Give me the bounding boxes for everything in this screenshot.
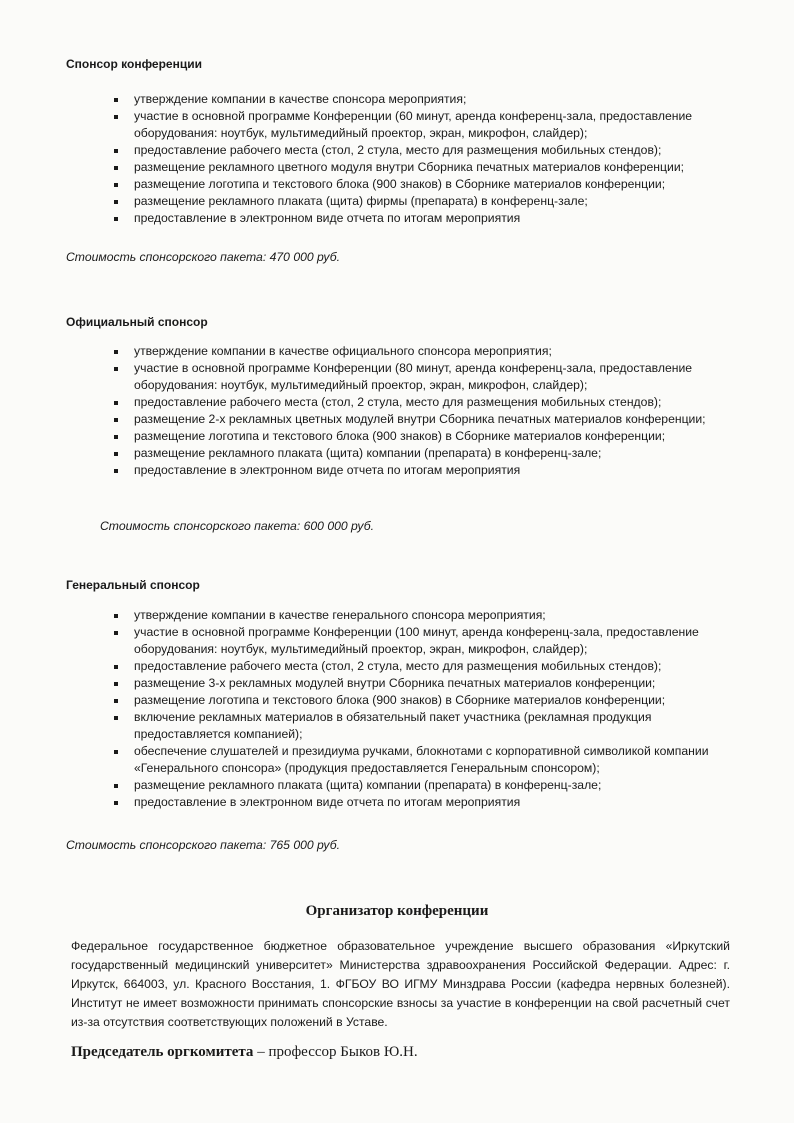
list-item: размещение логотипа и текстового блока (900 знаков) в Сборнике материалов конференции; xyxy=(114,428,744,445)
list-item: предоставление в электронном виде отчета по итогам мероприятия xyxy=(114,794,734,811)
list-item: утверждение компании в качестве спонсора мероприятия; xyxy=(114,91,754,108)
section-title-official-sponsor: Официальный спонсор xyxy=(66,315,208,329)
chair-name: профессор Быков Ю.Н. xyxy=(268,1044,418,1060)
list-item: размещение рекламного цветного модуля внутри Сборника печатных материалов конференции; xyxy=(114,159,754,176)
list-item: предоставление в электронном виде отчета по итогам мероприятия xyxy=(114,210,754,227)
chair-label: Председатель оргкомитета xyxy=(71,1044,254,1060)
list-item: предоставление рабочего места (стол, 2 стула, место для размещения мобильных стендов); xyxy=(114,658,734,675)
list-item: размещение рекламного плаката (щита) компании (препарата) в конференц-зале; xyxy=(114,445,744,462)
list-item: включение рекламных материалов в обязательный пакет участника (рекламная продукция предоставляется компанией); xyxy=(114,709,734,743)
list-item: обеспечение слушателей и президиума ручками, блокнотами с корпоративной символикой компании «Генерального спонсора» (продукция предоставляется Генеральным спонсором); xyxy=(114,743,734,777)
list-item: участие в основной программе Конференции (100 минут, аренда конференц-зала, предоставление оборудования: ноутбук, мультимедийный проектор, экран, микрофон, слайдер); xyxy=(114,624,734,658)
organizer-text: Федеральное государственное бюджетное образовательное учреждение высшего образования «Иркутский государственный медицинский университет» Министерства здравоохранения Российской Федерации. Адрес: г. Иркутск, 664003, ул. Красного Восстания, 1. ФГБОУ ВО ИГМУ Минздрава России (кафедра нервных болезней). Институт не имеет возможности принимать спонсорские взносы за участие в конференции на свой расчетный счет из-за отсутствия соответствующих положений в Уставе. xyxy=(71,939,730,1029)
list-item: участие в основной программе Конференции (80 минут, аренда конференц-зала, предоставление оборудования: ноутбук, мультимедийный проектор, экран, микрофон, слайдер); xyxy=(114,360,744,394)
general-sponsor-price: Стоимость спонсорского пакета: 765 000 руб. xyxy=(66,838,341,852)
chair-separator: – xyxy=(253,1044,269,1060)
list-item: размещение 2-х рекламных цветных модулей внутри Сборника печатных материалов конференции; xyxy=(114,411,744,428)
list-item: размещение рекламного плаката (щита) компании (препарата) в конференц-зале; xyxy=(114,777,734,794)
list-item: предоставление рабочего места (стол, 2 стула, место для размещения мобильных стендов); xyxy=(114,142,754,159)
section-title-general-sponsor: Генеральный спонсор xyxy=(66,578,200,592)
list-item: размещение рекламного плаката (щита) фирмы (препарата) в конференц-зале; xyxy=(114,193,754,210)
list-item: утверждение компании в качестве официального спонсора мероприятия; xyxy=(114,343,744,360)
list-item: размещение 3-х рекламных модулей внутри Сборника печатных материалов конференции; xyxy=(114,675,734,692)
general-sponsor-benefits-list xyxy=(114,607,734,811)
sponsor-benefits-list xyxy=(114,91,754,227)
list-item: участие в основной программе Конференции (60 минут, аренда конференц-зала, предоставление оборудования: ноутбук, мультимедийный проектор, экран, микрофон, слайдер); xyxy=(114,108,754,142)
list-item: предоставление в электронном виде отчета по итогам мероприятия xyxy=(114,462,744,479)
list-item: размещение логотипа и текстового блока (900 знаков) в Сборнике материалов конференции; xyxy=(114,692,734,709)
official-sponsor-benefits-list xyxy=(114,343,744,479)
list-item: предоставление рабочего места (стол, 2 стула, место для размещения мобильных стендов); xyxy=(114,394,744,411)
committee-chair xyxy=(71,1044,418,1061)
official-sponsor-price: Стоимость спонсорского пакета: 600 000 руб. xyxy=(100,519,375,533)
section-title-sponsor: Спонсор конференции xyxy=(66,57,202,71)
list-item: размещение логотипа и текстового блока (900 знаков) в Сборнике материалов конференции; xyxy=(114,176,754,193)
organizer-title: Организатор конференции xyxy=(305,903,489,919)
list-item: утверждение компании в качестве генерального спонсора мероприятия; xyxy=(114,607,734,624)
sponsor-price: Стоимость спонсорского пакета: 470 000 руб. xyxy=(66,250,341,264)
